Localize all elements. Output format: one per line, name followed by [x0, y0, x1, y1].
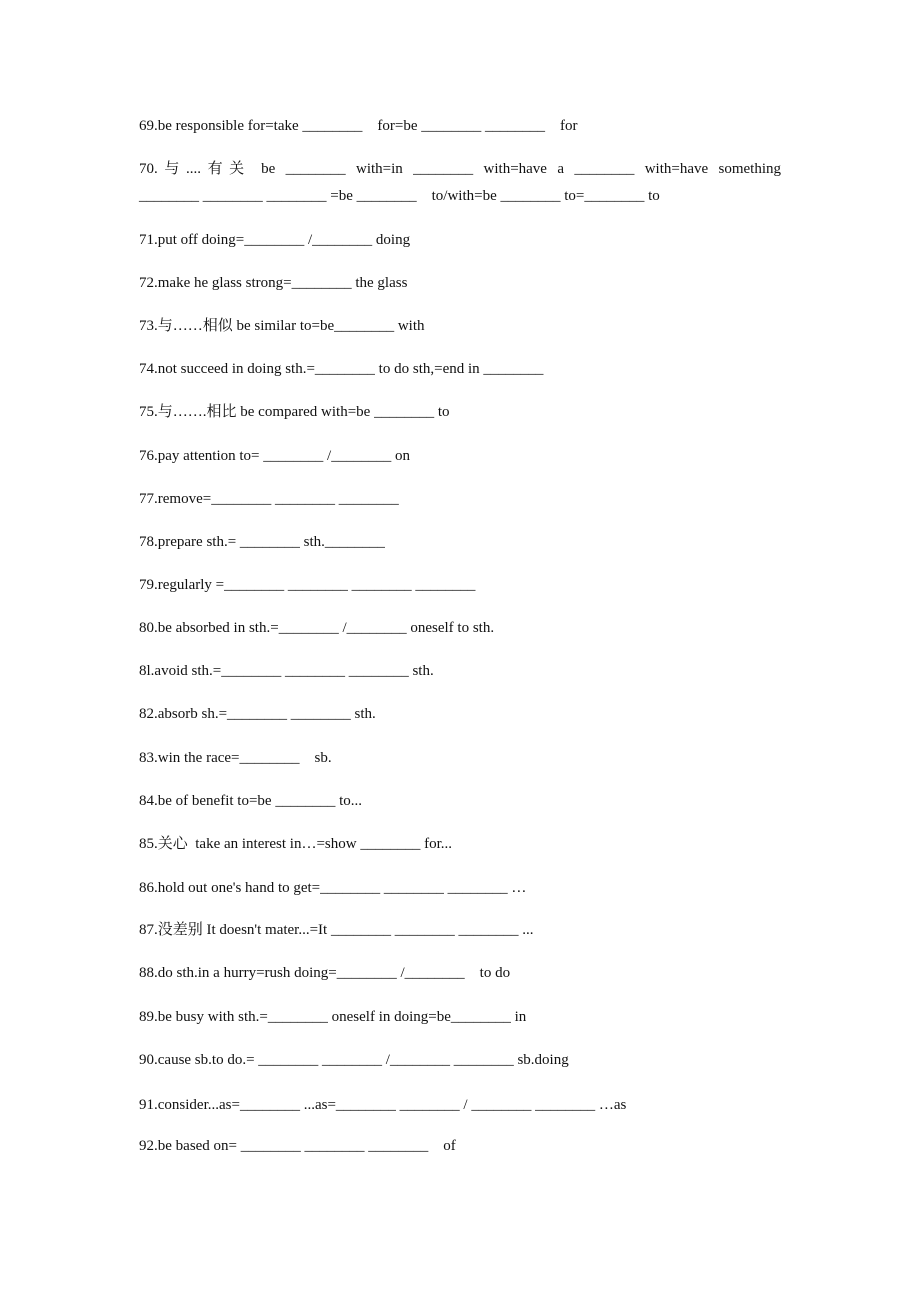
- item-81: 8l.avoid sth.=________ ________ ________ sth.: [139, 663, 434, 679]
- item-86: 86.hold out one's hand to get=________ ________ ________ …: [139, 880, 527, 896]
- item-74: 74.not succeed in doing sth.=________ to do sth,=end in ________: [139, 361, 544, 377]
- item-71: 71.put off doing=________ /________ doing: [139, 232, 411, 248]
- item-73: 73.与……相似 be similar to=be________ with: [139, 318, 425, 334]
- item-82: 82.absorb sh.=________ ________ sth.: [139, 706, 376, 722]
- item-89: 89.be busy with sth.=________ oneself in doing=be________ in: [139, 1009, 527, 1025]
- item-75: 75.与…….相比 be compared with=be ________ to: [139, 404, 450, 420]
- item-88: 88.do sth.in a hurry=rush doing=________ /________ to do: [139, 965, 511, 981]
- item-83: 83.win the race=________ sb.: [139, 750, 332, 766]
- item-90: 90.cause sb.to do.= ________ ________ /________ ________ sb.doing: [139, 1052, 569, 1068]
- item-87: 87.没差别 It doesn't mater...=It ________ ________ ________ ...: [139, 922, 534, 938]
- item-70-line-2: ________ ________ ________ =be ________ to/with=be ________ to=________ to: [139, 188, 660, 204]
- item-76: 76.pay attention to= ________ /________ on: [139, 448, 410, 464]
- item-77: 77.remove=________ ________ ________: [139, 491, 399, 507]
- item-80: 80.be absorbed in sth.=________ /________ oneself to sth.: [139, 620, 495, 636]
- item-85: 85.关心 take an interest in…=show ________ for...: [139, 836, 453, 852]
- item-79: 79.regularly =________ ________ ________ ________: [139, 577, 476, 593]
- item-91: 91.consider...as=________ ...as=________ ________ / ________ ________ …as: [139, 1097, 627, 1113]
- item-92: 92.be based on= ________ ________ ________ of: [139, 1138, 456, 1154]
- item-72: 72.make he glass strong=________ the glass: [139, 275, 408, 291]
- item-84: 84.be of benefit to=be ________ to...: [139, 793, 363, 809]
- item-70-line-1: 70.与....有关 be ________ with=in ________ with=have a ________ with=have something: [139, 161, 781, 177]
- item-78: 78.prepare sth.= ________ sth.________: [139, 534, 385, 550]
- item-69: 69.be responsible for=take ________ for=be ________ ________ for: [139, 118, 578, 134]
